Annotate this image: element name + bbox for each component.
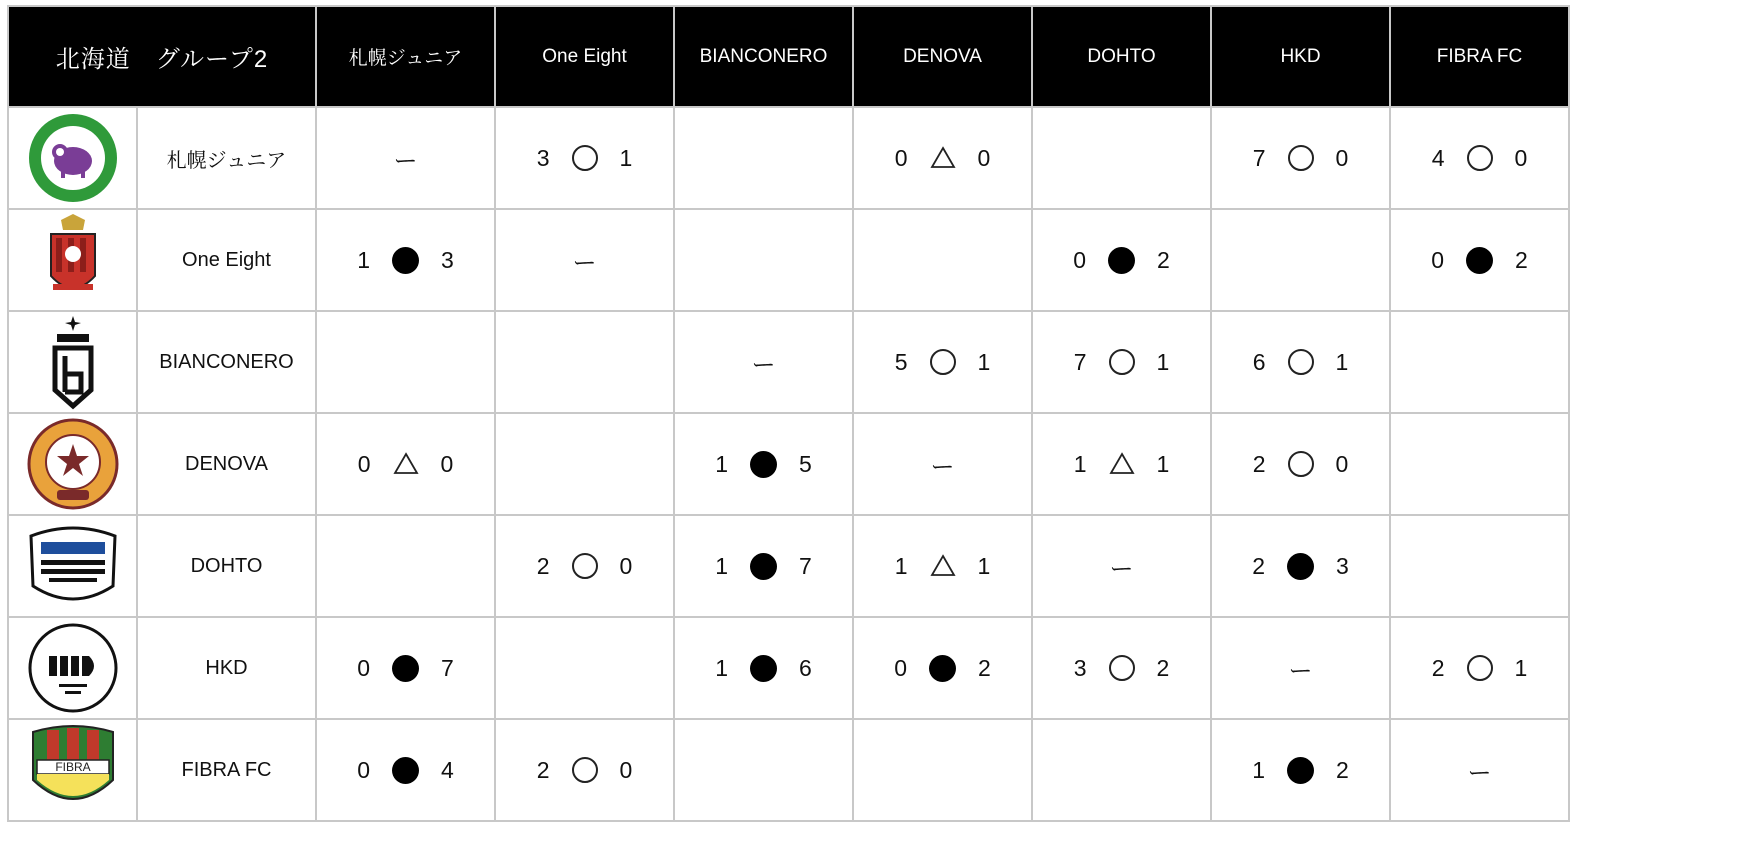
goals-for: 6 (1252, 348, 1266, 375)
goals-for: 0 (894, 144, 908, 171)
empty-cell (674, 719, 853, 821)
team-name: 札幌ジュニア (137, 107, 316, 209)
team-name: HKD (137, 617, 316, 719)
result-cell (495, 719, 674, 821)
column-header: BIANCONERO (674, 6, 853, 107)
bianconero-logo (23, 312, 123, 412)
match-score (537, 553, 633, 580)
standings-table (7, 5, 1570, 822)
dohto-logo (23, 516, 123, 616)
goals-against: 1 (977, 552, 991, 579)
goals-against: 2 (978, 654, 991, 681)
match-score (537, 145, 633, 172)
match-score (895, 349, 991, 376)
win-mark (1109, 349, 1135, 375)
group-title: 北海道 グループ2 (8, 6, 316, 107)
goals-against: 0 (619, 552, 633, 579)
goals-for: 3 (1073, 654, 1087, 681)
denova-logo (23, 414, 123, 514)
loss-mark (392, 247, 419, 274)
self-match-cell (1211, 617, 1390, 719)
goals-against: 2 (1157, 246, 1170, 273)
goals-for: 5 (894, 348, 908, 375)
result-cell (853, 311, 1032, 413)
loss-mark (750, 655, 777, 682)
win-mark (1288, 145, 1314, 171)
result-cell (1211, 515, 1390, 617)
team-name: BIANCONERO (137, 311, 316, 413)
match-score (537, 757, 633, 784)
hkd-logo (23, 618, 123, 718)
fibra-fc-logo (23, 720, 123, 820)
goals-for: 4 (1431, 144, 1445, 171)
team-row (8, 413, 1569, 515)
loss-mark (1108, 247, 1135, 274)
result-cell (853, 107, 1032, 209)
empty-cell (674, 107, 853, 209)
goals-for: 1 (894, 552, 908, 579)
win-mark (572, 553, 598, 579)
goals-for: 0 (1431, 246, 1444, 273)
empty-cell (1032, 107, 1211, 209)
empty-cell (853, 209, 1032, 311)
self-dash: ー (393, 147, 418, 175)
goals-against: 0 (977, 144, 991, 171)
goals-for: 1 (715, 654, 728, 681)
loss-mark (750, 451, 777, 478)
goals-against: 6 (799, 654, 812, 681)
self-match-cell (1032, 515, 1211, 617)
goals-for: 7 (1073, 348, 1087, 375)
goals-for: 2 (536, 756, 550, 783)
team-row (8, 617, 1569, 719)
win-mark (930, 349, 956, 375)
goals-against: 2 (1156, 654, 1170, 681)
team-name: DOHTO (137, 515, 316, 617)
result-cell (1390, 107, 1569, 209)
draw-mark (930, 553, 956, 579)
self-dash: ー (1288, 657, 1313, 685)
team-row (8, 311, 1569, 413)
empty-cell (1390, 413, 1569, 515)
goals-against: 0 (440, 450, 454, 477)
result-cell (316, 617, 495, 719)
goals-against: 1 (977, 348, 991, 375)
team-row (8, 719, 1569, 821)
win-mark (572, 145, 598, 171)
match-score (715, 655, 812, 682)
result-cell (1032, 311, 1211, 413)
loss-mark (392, 655, 419, 682)
goals-for: 0 (357, 450, 371, 477)
win-mark (1288, 451, 1314, 477)
team-logo-cell (8, 617, 137, 719)
match-score (1074, 655, 1170, 682)
match-score (357, 655, 454, 682)
goals-for: 1 (715, 450, 728, 477)
goals-for: 1 (1252, 756, 1265, 783)
goals-against: 0 (1335, 450, 1349, 477)
empty-cell (1211, 209, 1390, 311)
goals-against: 5 (799, 450, 812, 477)
goals-for: 0 (357, 756, 370, 783)
win-mark (1288, 349, 1314, 375)
column-header: DOHTO (1032, 6, 1211, 107)
draw-mark (930, 145, 956, 171)
goals-against: 0 (1514, 144, 1528, 171)
goals-against: 7 (799, 552, 812, 579)
goals-for: 1 (357, 246, 370, 273)
goals-for: 0 (357, 654, 370, 681)
empty-cell (674, 209, 853, 311)
column-header: DENOVA (853, 6, 1032, 107)
goals-against: 1 (1514, 654, 1528, 681)
loss-mark (1287, 757, 1314, 784)
match-score (895, 145, 991, 172)
column-header: FIBRA FC (1390, 6, 1569, 107)
draw-mark (393, 451, 419, 477)
team-logo-cell (8, 413, 137, 515)
loss-mark (1466, 247, 1493, 274)
match-score (894, 655, 991, 682)
goals-against: 1 (1156, 450, 1170, 477)
team-logo-cell (8, 515, 137, 617)
result-cell (1211, 413, 1390, 515)
self-dash: ー (1109, 555, 1134, 583)
win-mark (1467, 655, 1493, 681)
match-score (1252, 757, 1349, 784)
win-mark (572, 757, 598, 783)
match-score (1252, 553, 1349, 580)
team-name: FIBRA FC (137, 719, 316, 821)
result-cell (495, 515, 674, 617)
empty-cell (316, 311, 495, 413)
match-score (1253, 451, 1349, 478)
self-dash: ー (930, 453, 955, 481)
result-cell (853, 617, 1032, 719)
team-row (8, 209, 1569, 311)
self-dash: ー (1467, 759, 1492, 787)
self-match-cell (316, 107, 495, 209)
draw-mark (1109, 451, 1135, 477)
goals-for: 2 (1252, 552, 1265, 579)
column-header: HKD (1211, 6, 1390, 107)
result-cell (1390, 209, 1569, 311)
empty-cell (495, 413, 674, 515)
match-score (357, 757, 454, 784)
empty-cell (316, 515, 495, 617)
empty-cell (495, 617, 674, 719)
team-row (8, 107, 1569, 209)
one-eight-logo (23, 210, 123, 310)
svg-text:FIBRA: FIBRA (54, 760, 91, 774)
match-score (715, 451, 812, 478)
team-logo-cell (8, 209, 137, 311)
result-cell (1032, 209, 1211, 311)
goals-for: 1 (715, 552, 728, 579)
win-mark (1467, 145, 1493, 171)
column-header: 札幌ジュニア (316, 6, 495, 107)
match-score (1432, 145, 1528, 172)
match-score (1073, 247, 1170, 274)
goals-for: 1 (1073, 450, 1087, 477)
result-cell (674, 413, 853, 515)
result-cell (1211, 719, 1390, 821)
loss-mark (392, 757, 419, 784)
goals-against: 1 (1335, 348, 1349, 375)
match-score (1074, 451, 1170, 478)
match-score (1431, 247, 1528, 274)
match-score (1432, 655, 1528, 682)
match-score (715, 553, 812, 580)
loss-mark (929, 655, 956, 682)
empty-cell (1032, 719, 1211, 821)
column-header: One Eight (495, 6, 674, 107)
goals-against: 0 (619, 756, 633, 783)
header-row (8, 6, 1569, 107)
goals-for: 3 (536, 144, 550, 171)
empty-cell (1390, 311, 1569, 413)
self-dash: ー (572, 249, 597, 277)
team-name: One Eight (137, 209, 316, 311)
result-cell (316, 209, 495, 311)
team-name: DENOVA (137, 413, 316, 515)
team-logo-cell (8, 719, 137, 821)
goals-for: 2 (1431, 654, 1445, 681)
match-score (1253, 145, 1349, 172)
match-score (1074, 349, 1170, 376)
team-logo-cell (8, 311, 137, 413)
goals-for: 2 (1252, 450, 1266, 477)
goals-against: 0 (1335, 144, 1349, 171)
team-logo-cell (8, 107, 137, 209)
empty-cell (495, 311, 674, 413)
goals-against: 4 (441, 756, 454, 783)
loss-mark (1287, 553, 1314, 580)
result-cell (853, 515, 1032, 617)
result-cell (1032, 617, 1211, 719)
win-mark (1109, 655, 1135, 681)
result-cell (316, 413, 495, 515)
goals-for: 0 (894, 654, 907, 681)
result-cell (495, 107, 674, 209)
goals-for: 7 (1252, 144, 1266, 171)
empty-cell (1390, 515, 1569, 617)
self-dash: ー (751, 351, 776, 379)
goals-against: 1 (619, 144, 633, 171)
match-score (895, 553, 991, 580)
goals-against: 2 (1515, 246, 1528, 273)
empty-cell (853, 719, 1032, 821)
loss-mark (750, 553, 777, 580)
match-score (1253, 349, 1349, 376)
goals-against: 3 (1336, 552, 1349, 579)
result-cell (1032, 413, 1211, 515)
team-row (8, 515, 1569, 617)
self-match-cell (1390, 719, 1569, 821)
result-cell (674, 617, 853, 719)
goals-against: 2 (1336, 756, 1349, 783)
result-cell (1211, 311, 1390, 413)
goals-for: 0 (1073, 246, 1086, 273)
match-score (358, 451, 454, 478)
result-cell (1211, 107, 1390, 209)
self-match-cell (674, 311, 853, 413)
self-match-cell (495, 209, 674, 311)
result-cell (1390, 617, 1569, 719)
goals-against: 7 (441, 654, 454, 681)
goals-against: 3 (441, 246, 454, 273)
goals-for: 2 (536, 552, 550, 579)
sapporo-junior-logo (23, 108, 123, 208)
result-cell (674, 515, 853, 617)
self-match-cell (853, 413, 1032, 515)
match-score (357, 247, 454, 274)
result-cell (316, 719, 495, 821)
goals-against: 1 (1156, 348, 1170, 375)
